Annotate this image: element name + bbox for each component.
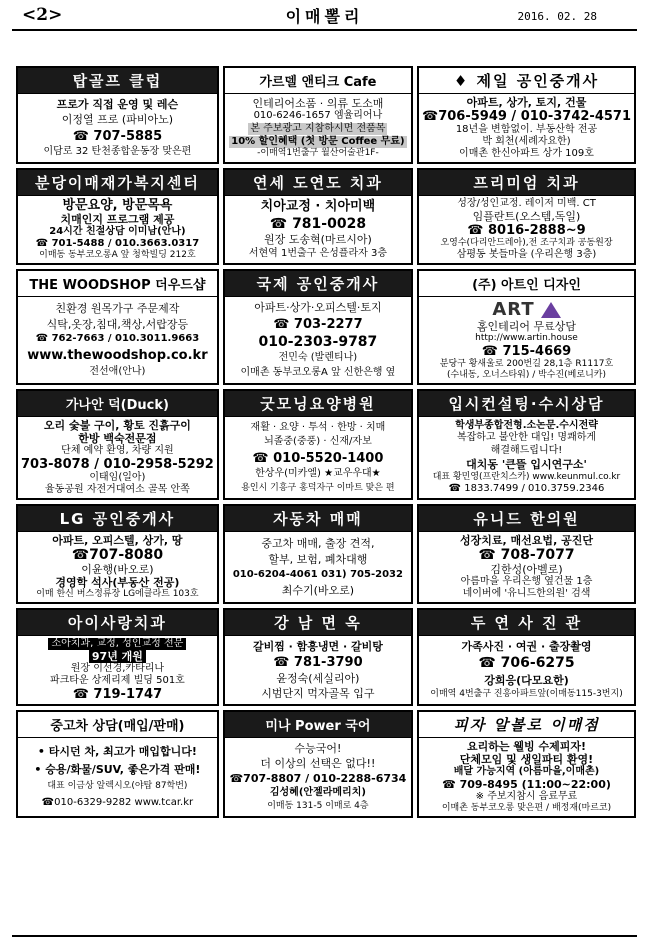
- page-header: [12, 4, 637, 28]
- ad-title: 프리미엄 치과: [419, 170, 634, 196]
- ad-body: [225, 417, 411, 498]
- ad-line: www.thewoodshop.co.kr: [27, 348, 208, 364]
- ad-line: 24시간 친절상담 이미남(안나): [49, 226, 186, 237]
- ad-line: ☎707-8080: [71, 547, 164, 563]
- ad-line: 원장 도송혁(마르시아): [264, 233, 372, 247]
- ad-line: 요리하는 웰빙 수제피자!: [467, 740, 586, 753]
- ad-body: [225, 196, 411, 263]
- ad-line: 성장치료, 매선요법, 공진단: [460, 534, 593, 547]
- ad-box: [223, 389, 413, 500]
- ad-box: [417, 608, 636, 706]
- ad-line: 이매동 131-5 이매로 4층: [267, 801, 369, 811]
- ad-title: 입시컨설팅·수시상담: [419, 391, 634, 417]
- ad-line: 가족사진 · 여권 · 출장촬영: [461, 640, 592, 654]
- ad-line: 강희응(다모요한): [484, 673, 569, 687]
- ad-line: 아파트, 상가, 토지, 건물: [466, 96, 587, 109]
- ad-line: 율동공원 자전거대여소 골목 안쪽: [45, 484, 190, 495]
- ad-title: 아이사랑치과: [18, 610, 217, 636]
- ad-title: 유니드 한의원: [419, 506, 634, 532]
- ad-title: 가르델 앤티크 Cafe: [225, 68, 411, 94]
- ad-box: [417, 168, 636, 265]
- ad-line: 이매 한신 버스정류장 LG에클라트 103호: [36, 589, 199, 599]
- ad-line: ☎ 781-0028: [269, 215, 367, 232]
- ad-box: [16, 269, 219, 385]
- ad-line: 중고차 매매, 출장 견적,: [261, 537, 375, 550]
- ad-box: [223, 710, 413, 818]
- page-number: <2>: [22, 5, 63, 25]
- ad-line: ☎ 708-7077: [478, 547, 575, 563]
- ad-line: ☎ 707-5885: [72, 128, 163, 144]
- ad-line: 복잡하고 불안한 대입! 명쾌하게: [456, 432, 597, 444]
- ad-box: [16, 168, 219, 265]
- ad-line: ☎706-5949 / 010-3742-4571: [422, 109, 631, 124]
- ad-title: 중고차 상담(매입/판매): [18, 712, 217, 738]
- ad-line: 이매촌 동부코오롱 맞은편 / 배정재(마르코): [441, 803, 612, 813]
- ad-line: 전민숙 (발렌티나): [278, 352, 358, 364]
- ad-title: LG 공인중개사: [18, 506, 217, 532]
- ad-box: [223, 66, 413, 164]
- ad-body: [18, 94, 217, 162]
- ad-line: 대치동 '큰뜰 입시연구소': [466, 457, 587, 471]
- ad-body: [225, 738, 411, 816]
- ad-line: 오리 숯불 구이, 황토 진흙구이: [43, 419, 191, 432]
- ad-box: [16, 66, 219, 164]
- ad-line: ☎ 701-5488 / 010.3663.0317: [35, 238, 200, 249]
- ad-title: (주) 아트인 디자인: [419, 271, 634, 297]
- ad-line: 대표 이금상 알렉시오(야탑 87학번): [47, 781, 188, 791]
- ad-line: 재활 · 요양 · 투석 · 한방 · 치매: [250, 421, 386, 433]
- ad-line: 분당구 황새울로 200번길 28,1층 R1117호: [439, 359, 614, 369]
- ad-line: 이윤행(바오로): [81, 563, 154, 576]
- ad-body: [419, 417, 634, 498]
- ad-line: 97년 개원: [89, 650, 146, 663]
- ad-line: 김성혜(안젤라메리치): [269, 787, 366, 798]
- ad-title: 굿모닝요양병원: [225, 391, 411, 417]
- ad-line: 010-6204-4061 031) 705-2032: [232, 569, 403, 580]
- ad-box: [417, 66, 636, 164]
- ad-line: 박 회천(세례자요한): [482, 136, 571, 147]
- ad-title: 국제 공인중개사: [225, 271, 411, 297]
- ad-line: 이매촌 한신아파트 상가 109호: [459, 148, 594, 159]
- ad-line: ☎707-8807 / 010-2288-6734: [229, 772, 407, 785]
- ad-line: 오영수(다리안드레아),전 조구치과 공동원장: [440, 238, 613, 248]
- ad-box: [223, 269, 413, 385]
- ad-title: 미나 Power 국어: [225, 712, 411, 738]
- ad-line: ☎ 706-6275: [478, 655, 575, 672]
- ad-box: [16, 710, 219, 818]
- ad-body: [18, 738, 217, 816]
- ad-body: [225, 532, 411, 602]
- ad-line: 김한성(아벨로): [490, 563, 563, 576]
- ad-line: ☎ 709-8495 (11:00~22:00): [442, 778, 611, 791]
- ad-line: 식탁,옷장,침대,책상,서랍장등: [46, 317, 189, 331]
- ad-line: -이매역1번출구 월산어술관1F-: [257, 148, 379, 159]
- ad-line: ☎ 715-4669: [481, 344, 572, 359]
- ad-line: 시범단지 먹자골목 입구: [261, 687, 375, 700]
- ad-box: [417, 389, 636, 500]
- ad-box: [223, 168, 413, 265]
- ad-box: [417, 504, 636, 604]
- logo-text: ART: [492, 299, 535, 320]
- ad-line: 프로가 직접 운영 및 레슨: [56, 98, 179, 112]
- ad-line: 네이버에 '유니드한의원' 검색: [462, 588, 591, 599]
- ad-title: 강 남 면 옥: [225, 610, 411, 636]
- ad-line: 경영학 석사(부동산 전공): [55, 576, 180, 589]
- ad-line: 용인시 기흥구 홍덕자구 이마트 맞은 편: [241, 482, 395, 493]
- ad-line: 뇌졸중(중풍) · 신재/자보: [264, 436, 372, 447]
- ad-line: 홈인테리어 무료상담: [476, 320, 577, 333]
- page-title: 이매뽈리: [285, 7, 364, 26]
- ad-line: 더 이상의 선택은 없다!!: [260, 757, 376, 770]
- ad-line: 아파트·상가·오피스텔·토지: [254, 301, 382, 315]
- ad-line: 010-6246-1657 엠율리어나: [253, 110, 383, 122]
- ad-line: 전선애(안나): [89, 366, 146, 378]
- ad-line: ☎ 703-2277: [273, 316, 363, 332]
- ad-line: ☎010-6329-9282 www.tcar.kr: [41, 797, 194, 808]
- ad-title: 탑골프 클럽: [18, 68, 217, 94]
- ad-line: 치매인지 프로그램 제공: [60, 213, 175, 226]
- ad-box: [417, 710, 636, 818]
- ad-line: 이담로 32 탄천종합운동장 맞은편: [43, 145, 192, 157]
- ad-body: [18, 532, 217, 602]
- ad-title: THE WOODSHOP 더우드샵: [18, 271, 217, 297]
- ad-line: 이매촌 동부코오롱A 앞 신한은행 옆: [240, 366, 396, 378]
- ad-box: [223, 504, 413, 604]
- ad-line: • 타시던 차, 최고가 매입합니다!: [37, 745, 197, 758]
- header-rule: [12, 29, 637, 31]
- ad-box: [417, 269, 636, 385]
- ad-line: 방문요양, 방문목욕: [62, 198, 173, 213]
- ad-body: [225, 94, 411, 162]
- ad-body: [18, 297, 217, 383]
- ad-line: 10% 할인혜택 (첫 방문 Coffee 무료): [231, 135, 405, 147]
- ad-title: 연세 도연도 치과: [225, 170, 411, 196]
- ad-line: 이태임(일아): [89, 472, 146, 483]
- ad-line: 할부, 보험, 폐차대행: [268, 553, 368, 566]
- ad-body: [225, 636, 411, 704]
- ad-title: 자동차 매매: [225, 506, 411, 532]
- ad-line: 대표 황민영(프란치스카) www.keunmul.co.kr: [432, 471, 621, 482]
- ad-body: [18, 196, 217, 263]
- ad-line: 윤정숙(세실리아): [276, 672, 360, 685]
- ad-line: • 승용/화물/SUV, 좋은가격 판매!: [34, 763, 201, 776]
- ad-line: (수내동, 오너스타워) / 박수진(베로니카): [447, 370, 606, 380]
- ad-line: 한방 백숙전문점: [78, 432, 157, 445]
- ad-line: 원장 이선경,카타리나: [70, 663, 165, 674]
- ad-line: 이정열 프로 (파비아노): [61, 113, 174, 127]
- ad-title: ♦ 제일 공인중개사: [419, 68, 634, 94]
- ad-body: [419, 636, 634, 704]
- ad-line: 이매역 4번출구 진흥아파트앞(이매동115-3번지): [430, 688, 623, 699]
- ad-title: 가나안 덕(Duck): [18, 391, 217, 417]
- ad-line: 이매동 동부코오롱A 앞 청학빌딩 212호: [39, 250, 196, 260]
- ad-line: 성장/성인교정. 레이저 미백. CT: [457, 198, 596, 209]
- ad-line: 파크타운 상제리제 빌딩 501호: [49, 675, 185, 686]
- ad-line: 임플란트(오스템,독일): [472, 210, 581, 223]
- ad-line: 갈비찜 · 함흥냉면 · 갈비탕: [252, 640, 383, 653]
- ad-body: [419, 297, 634, 383]
- ad-box: [16, 608, 219, 706]
- ad-line: 단체모임 및 생일파티 환영!: [459, 753, 594, 766]
- ad-line: 010-2303-9787: [258, 333, 378, 350]
- issue-date: 2016. 02. 28: [517, 10, 597, 23]
- ad-line: 한상우(미카엘) ★교우우대★: [255, 468, 381, 479]
- ad-line: ☎ 010-5520-1400: [252, 450, 384, 466]
- triangle-logo-icon: [541, 302, 561, 318]
- ad-line: 703-8078 / 010-2958-5292: [21, 457, 214, 472]
- ad-title: 두 연 사 진 관: [419, 610, 634, 636]
- ad-body: [18, 417, 217, 498]
- ad-body: [419, 94, 634, 162]
- ad-box: [16, 504, 219, 604]
- ad-line: 본 주보광고 지참하시면 전품목: [250, 122, 386, 134]
- ad-line: 서현역 1번출구 은성플라자 3층: [248, 247, 387, 259]
- ad-line: 최수기(바오로): [281, 584, 355, 597]
- ad-line: ☎ 1833.7499 / 010.3759.2346: [448, 483, 605, 495]
- ad-line: 아파트, 오피스텔, 상가, 땅: [52, 534, 183, 547]
- ad-line: 삼평동 봇들마을 (우리은행 3층): [456, 249, 597, 260]
- ad-line: 친환경 원목가구 주문제작: [55, 301, 180, 315]
- ad-line: 배달 가능지역 (아름마을,이매촌): [453, 766, 600, 777]
- ad-line: ☎ 719-1747: [72, 687, 163, 702]
- ad-line: 학생부종합전형.소논문.수시전략: [455, 419, 598, 431]
- ad-body: [419, 532, 634, 602]
- ad-line: 아름마을 우리은행 옆건물 1층: [460, 576, 593, 587]
- ad-line: 수능국어!: [294, 742, 342, 755]
- ad-grid: [16, 66, 636, 813]
- ad-line: 인테리어소품 · 의류 도소매: [252, 96, 384, 110]
- ad-line: ☎ 781-3790: [273, 655, 363, 670]
- ad-line: http://www.artin.house: [475, 333, 578, 343]
- ad-title: 피자 알볼로 이매점: [419, 712, 634, 738]
- ad-line: ※ 주보지참시 음료무료: [475, 791, 578, 802]
- ad-title: 분당이매재가복지센터: [18, 170, 217, 196]
- ad-box: [223, 608, 413, 706]
- ad-body: [225, 297, 411, 383]
- ad-body: [419, 196, 634, 263]
- ad-line: 단체 예약 환영, 차량 지원: [61, 445, 174, 456]
- ad-body: [18, 636, 217, 704]
- ad-line: ☎ 762-7663 / 010.3011.9663: [35, 333, 200, 345]
- ad-line: 치아교정 · 치아미백: [260, 199, 376, 215]
- ad-line: 18년을 변함없이. 부동산학 전공: [455, 124, 598, 135]
- ad-line: 해결해드립니다!: [490, 445, 563, 457]
- ad-body: [419, 738, 634, 816]
- ad-box: [16, 389, 219, 500]
- art-logo: [492, 299, 560, 320]
- footer-rule: [12, 935, 637, 937]
- ad-line: 소아치과, 교정, 성인교정 전문: [48, 638, 186, 650]
- ad-line: ☎ 8016-2888~9: [467, 223, 586, 238]
